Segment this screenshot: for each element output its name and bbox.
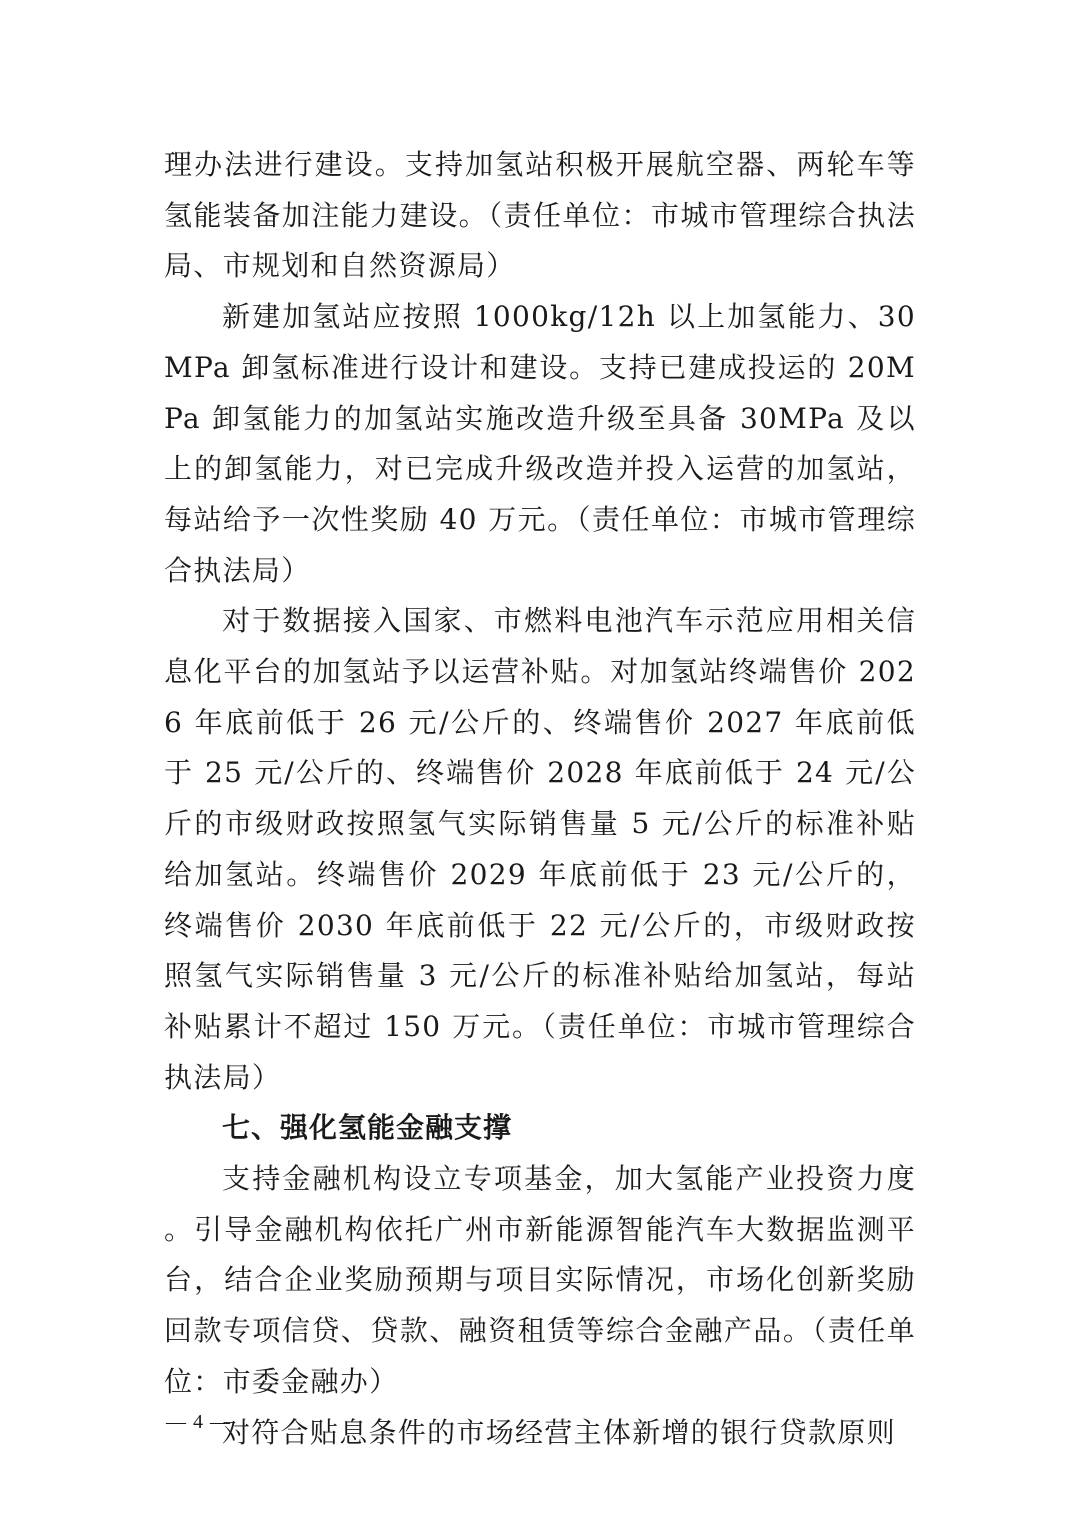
paragraph-loan-subsidy: 对符合贴息条件的市场经营主体新增的银行贷款原则 [222,1415,896,1449]
paragraph-financial-support: 支持金融机构设立专项基金，加大氢能产业投资力度。引导金融机构依托广州市新能源智能汽车大数据监测平台，结合企业奖励预期与项目实际情况，市场化创新奖励回款专项信贷、贷款、融资租赁等综合金融产品。（责任单位：市委金融办） [164,1162,916,1398]
page-number: — 4 — [166,1411,231,1433]
paragraph-continuation: 理办法进行建设。支持加氢站积极开展航空器、两轮车等氢能装备加注能力建设。（责任单位：市城市管理综合执法局、市规划和自然资源局） [164,148,916,283]
paragraph-operating-subsidy: 对于数据接入国家、市燃料电池汽车示范应用相关信息化平台的加氢站予以运营补贴。对加氢站终端售价 2026 年底前低于 26 元/公斤的、终端售价 2027 年底前低于 25 元/公斤的、终端售价 2028 年底前低于 24 元/公斤的市级财政按照氢气实际销售量 5 元/公斤的标准补贴给加氢站。终端售价 2029 年底前低于 23 元/公斤的，终端售价 2030 年底前低于 22 元/公斤的，市级财政按照氢气实际销售量 3 元/公斤的标准补贴给加氢站，每站补贴累计不超过 150 万元。（责任单位：市城市管理综合执法局） [164,604,916,1094]
paragraph-station-upgrade: 新建加氢站应按照 1000kg/12h 以上加氢能力、30MPa 卸氢标准进行设计和建设。支持已建成投运的 20MPa 卸氢能力的加氢站实施改造升级至具备 30MPa 及以上的卸氢能力，对已完成升级改造并投入运营的加氢站，每站给予一次性奖励 40 万元。（责任单位：市城市管理综合执法局） [164,300,916,587]
document-body [164,140,916,1458]
section-heading: 七、强化氢能金融支撑 [222,1111,513,1145]
